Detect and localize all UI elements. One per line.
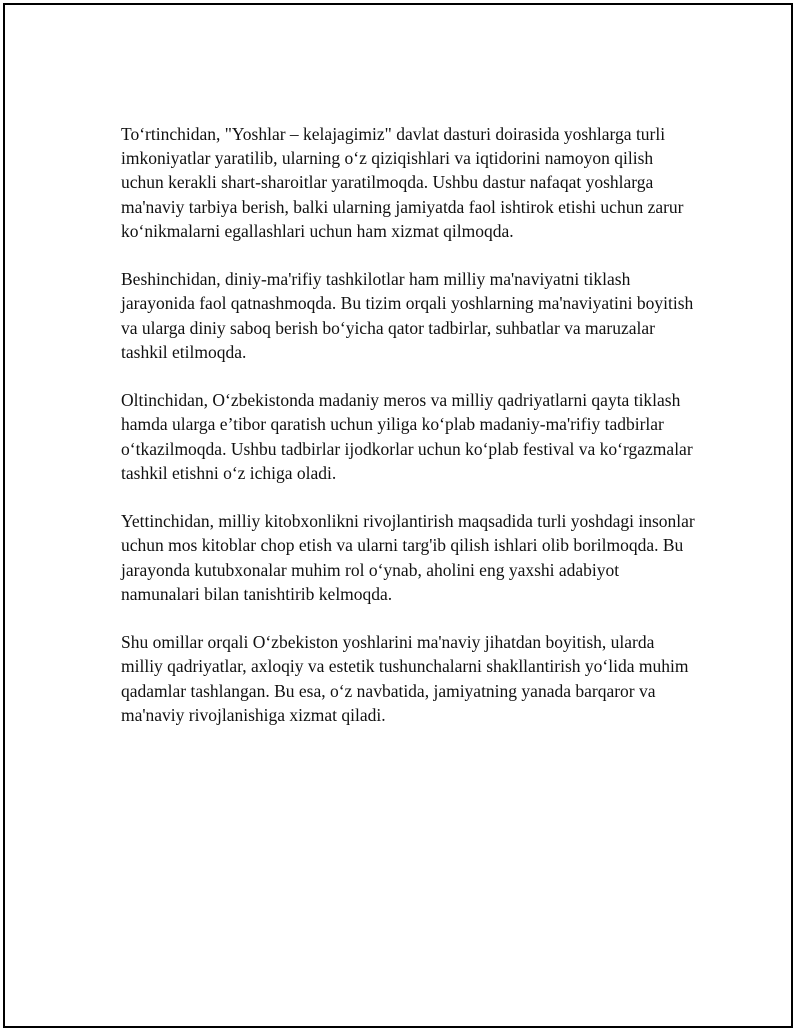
document-body <box>121 122 696 751</box>
paragraph-3: Oltinchidan, O‘zbekistonda madaniy meros va milliy qadriyatlarni qayta tiklash hamda ularga e’tibor qaratish uchun yiliga ko‘plab madaniy-ma'rifiy tadbirlar o‘tkazilmoqda. Ushbu tadbirlar ijodkorlar uchun ko‘plab festival va ko‘rgazmalar tashkil etishni o‘z ichiga oladi. <box>121 390 693 483</box>
paragraph-5: Shu omillar orqali O‘zbekiston yoshlarini ma'naviy jihatdan boyitish, ularda milliy qadriyatlar, axloqiy va estetik tushunchalarni shakllantirish yo‘lida muhim qadamlar tashlangan. Bu esa, o‘z navbatida, jamiyatning yanada barqaror va ma'naviy rivojlanishiga xizmat qiladi. <box>121 632 689 725</box>
page-frame <box>3 3 793 1028</box>
paragraph-2: Beshinchidan, diniy-ma'rifiy tashkilotlar ham milliy ma'naviyatni tiklash jarayonida faol qatnashmoqda. Bu tizim orqali yoshlarning ma'naviyatini boyitish va ularga diniy saboq berish bo‘yicha qator tadbirlar, suhbatlar va maruzalar tashkil etilmoqda. <box>121 269 694 362</box>
paragraph-1: To‘rtinchidan, "Yoshlar – kelajagimiz" davlat dasturi doirasida yoshlarga turli imkoniyatlar yaratilib, ularning o‘z qiziqishlari va iqtidorini namoyon qilish uchun kerakli shart-sharoitlar yaratilmoqda. Ushbu dastur nafaqat yoshlarga ma'naviy tarbiya berish, balki ularning jamiyatda faol ishtirok etishi uchun zarur ko‘nikmalarni egallashlari uchun ham xizmat qilmoqda. <box>121 124 684 241</box>
paragraph-4: Yettinchidan, milliy kitobxonlikni rivojlantirish maqsadida turli yoshdagi insonlar uchun mos kitoblar chop etish va ularni targ'ib qilish ishlari olib borilmoqda. Bu jarayonda kutubxonalar muhim rol o‘ynab, aholini eng yaxshi adabiyot namunalari bilan tanishtirib kelmoqda. <box>121 511 695 604</box>
